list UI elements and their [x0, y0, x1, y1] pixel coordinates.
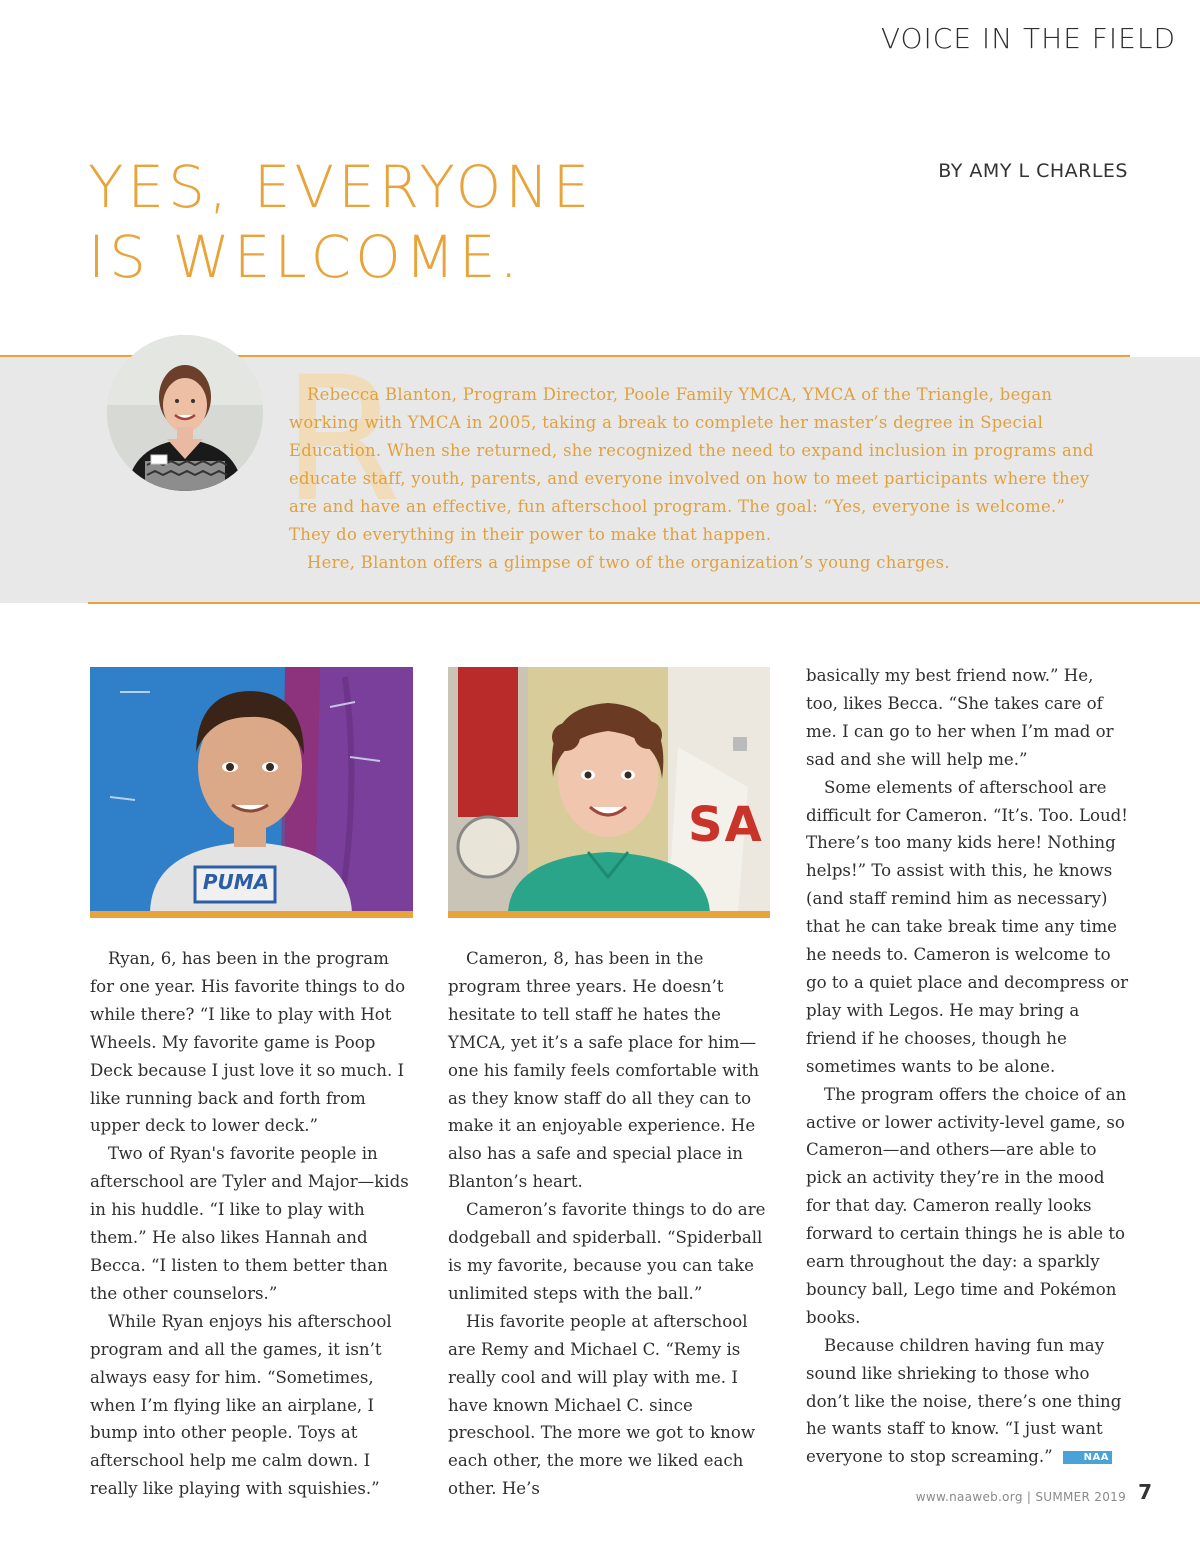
col2-paragraph-2: Cameron’s favorite things to do are dodgeball and spiderball. “Spiderball is my favorite, because you can take unlimited steps with the ball.” — [448, 1200, 766, 1303]
column-3 — [806, 662, 1130, 1471]
col3-paragraph-1: basically my best friend now.” He, too, likes Becca. “She takes care of me. I can go to her when I’m mad or sad and she will help me.” — [806, 666, 1114, 769]
col3-paragraph-3: The program offers the choice of an active or lower activity-level game, so Cameron—and others—are able to pick an activity they’re in the mood for that day. Cameron really looks forward to certain things he is able to earn throughout the day: a sparkly bouncy ball, Lego time and Pokémon books. — [806, 1084, 1127, 1327]
byline: BY AMY L CHARLES — [938, 160, 1128, 182]
intro-paragraph-2: Here, Blanton offers a glimpse of two of the organization’s young charges. — [307, 553, 950, 572]
title-line-1: YES, EVERYONE — [88, 153, 594, 221]
intro-paragraph-1: Rebecca Blanton, Program Director, Poole Family YMCA, YMCA of the Triangle, began working with YMCA in 2005, taking a break to complete her master’s degree in Special Education. When she returned, she recognized the need to expand inclusion in programs and educate staff, youth, parents, and everyone involved on how to meet participants where they are and have an effective, fun afterschool program. The goal: “Yes, everyone is welcome.” They do everything in their power to make that happen. — [289, 385, 1094, 544]
naa-end-mark-icon: NAA — [1063, 1451, 1112, 1464]
col2-paragraph-1: Cameron, 8, has been in the program three years. He doesn’t hesitate to tell staff he hates the YMCA, yet it’s a safe place for him—one his family feels comfortable with as they know staff do all they can to make it an enjoyable experience. He also has a safe and special place in Blanton’s heart. — [448, 949, 760, 1192]
cameron-photo — [448, 667, 770, 912]
intro-text — [289, 381, 1099, 577]
portrait-illustration — [107, 335, 263, 491]
col1-paragraph-1: Ryan, 6, has been in the program for one year. His favorite things to do while there? “I like to play with Hot Wheels. My favorite game is Poop Deck because I just love it so much. I like running back and forth from upper deck to lower deck.” — [90, 949, 406, 1136]
section-label: VOICE IN THE FIELD — [880, 22, 1176, 55]
col2-paragraph-3: His favorite people at afterschool are Remy and Michael C. “Remy is really cool and will play with me. I have known Michael C. since preschool. The more we got to know each other, the more we liked each other. He’s — [448, 1311, 756, 1499]
column-1 — [90, 945, 416, 1503]
cameron-illustration — [448, 667, 770, 912]
shirt-logo-text: PUMA — [202, 870, 270, 894]
article-title — [88, 152, 708, 292]
column-2 — [448, 945, 772, 1503]
ryan-photo — [90, 667, 413, 912]
col3-paragraph-4 — [806, 1332, 1130, 1472]
col3-paragraph-4-text: Because children having fun may sound like shrieking to those who don’t like the noise, there’s one thing he wants staff to know. “I just want everyone to stop screaming.” — [806, 1335, 1122, 1467]
photo-underline-2 — [448, 911, 770, 918]
title-line-2: IS WELCOME. — [88, 223, 522, 291]
page-number: 7 — [1138, 1480, 1152, 1504]
footer-site-issue: www.naaweb.org | SUMMER 2019 — [915, 1490, 1126, 1504]
photo-underline-1 — [90, 911, 413, 918]
divider-bottom — [88, 602, 1200, 604]
drop-cap: R — [282, 339, 402, 540]
col3-paragraph-2: Some elements of afterschool are difficult for Cameron. “It’s. Too. Loud! There’s too many kids here! Nothing helps!” To assist with this, he knows (and staff remind him as necessary) that he can take break time any time he needs to. Cameron is welcome to go to a quiet place and decompress or play with Legos. He may bring a friend if he chooses, though he sometimes wants to be alone. — [806, 777, 1129, 1076]
author-portrait-photo — [107, 335, 263, 491]
col1-paragraph-3: While Ryan enjoys his afterschool program and all the games, it isn’t always easy for him. “Sometimes, when I’m flying like an airplane, I bump into other people. Toys at afterschool help me calm down. I really like playing with squishies.” — [90, 1311, 392, 1499]
background-sign-text: SA — [688, 797, 764, 853]
col1-paragraph-2: Two of Ryan's favorite people in afterschool are Tyler and Major—kids in his huddle. “I like to play with them.” He also likes Hannah and Becca. “I listen to them better than the other counselors.” — [90, 1144, 409, 1303]
